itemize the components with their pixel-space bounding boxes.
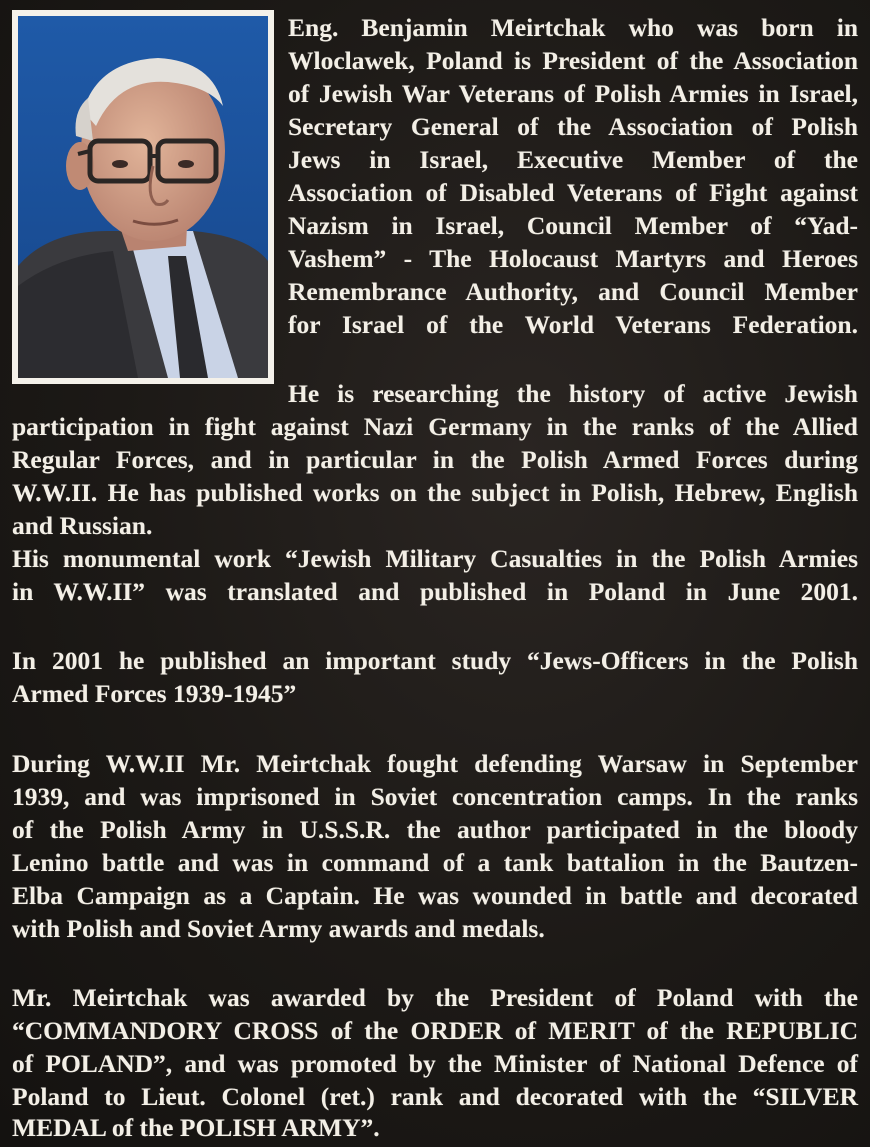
war-line: of the Polish Army in U.S.S.R. the author participated in the bloody — [12, 815, 858, 844]
war-line: During W.W.II Mr. Meirtchak fought defending Warsaw in September — [12, 749, 858, 778]
study-line: Armed Forces 1939-1945” — [12, 679, 297, 708]
portrait-image — [18, 16, 268, 378]
intro-line: Nazism in Israel, Council Member of “Yad- — [288, 211, 858, 240]
war-line: Elba Campaign as a Captain. He was wounded in battle and decorated — [12, 881, 858, 910]
intro-line: Vashem” - The Holocaust Martyrs and Heroes — [288, 244, 858, 273]
intro-line: of Jewish War Veterans of Polish Armies in Israel, — [288, 79, 858, 108]
war-line: with Polish and Soviet Army awards and medals. — [12, 914, 545, 943]
research-line: and Russian. — [12, 511, 153, 540]
award-line: Poland to Lieut. Colonel (ret.) rank and decorated with the “SILVER — [12, 1082, 858, 1111]
intro-line: Eng. Benjamin Meirtchak who was born in — [288, 13, 858, 42]
war-line: 1939, and was imprisoned in Soviet concentration camps. In the ranks — [12, 782, 858, 811]
intro-line: Wloclawek, Poland is President of the Association — [288, 46, 858, 75]
research-line: participation in fight against Nazi Germany in the ranks of the Allied — [12, 412, 858, 441]
intro-line: for Israel of the World Veterans Federation. — [288, 310, 858, 339]
intro-line: Secretary General of the Association of Polish — [288, 112, 858, 141]
research-line: W.W.II. He has published works on the subject in Polish, Hebrew, English — [12, 478, 858, 507]
research-line: He is researching the history of active Jewish — [288, 379, 858, 408]
study-line: In 2001 he published an important study “Jews-Officers in the Polish — [12, 646, 858, 675]
intro-line: Jews in Israel, Executive Member of the — [288, 145, 858, 174]
monumental-line: His monumental work “Jewish Military Casualties in the Polish Armies — [12, 544, 858, 573]
intro-line: Remembrance Authority, and Council Member — [288, 277, 858, 306]
research-line: Regular Forces, and in particular in the Polish Armed Forces during — [12, 445, 858, 474]
war-line: Lenino battle and was in command of a tank battalion in the Bautzen- — [12, 848, 858, 877]
award-line: “COMMANDORY CROSS of the ORDER of MERIT of the REPUBLIC — [12, 1016, 858, 1045]
intro-line: Association of Disabled Veterans of Fight against — [288, 178, 858, 207]
monumental-line: in W.W.II” was translated and published in Poland in June 2001. — [12, 577, 858, 606]
portrait-photo — [12, 10, 274, 384]
award-line: of POLAND”, and was promoted by the Minister of National Defence of — [12, 1049, 858, 1078]
award-line: Mr. Meirtchak was awarded by the President of Poland with the — [12, 983, 858, 1012]
award-line: MEDAL of the POLISH ARMY”. — [12, 1113, 380, 1142]
